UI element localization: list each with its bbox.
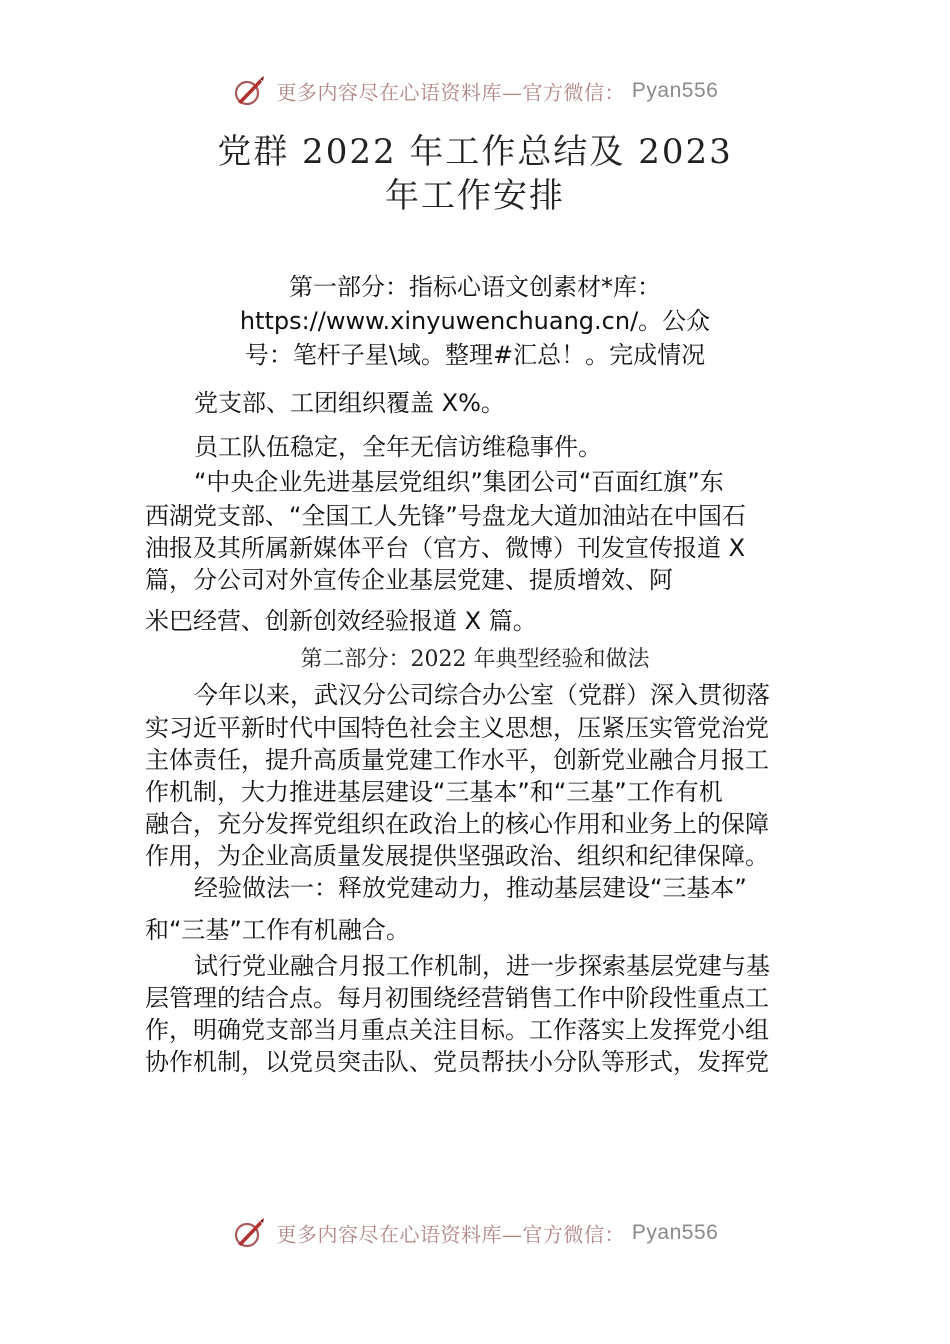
document-title-line-2: 年工作安排 xyxy=(385,176,565,216)
paragraph-line: 实习近平新时代中国特色社会主义思想，压紧压实管党治党 xyxy=(145,714,769,742)
paragraph-line: 层管理的结合点。每月初围绕经营销售工作中阶段性重点工 xyxy=(145,984,769,1012)
paragraph-line: 经验做法一：释放党建动力，推动基层建设“三基本” xyxy=(194,874,747,902)
section2-heading: 第二部分：2022 年典型经验和做法 xyxy=(300,647,650,672)
paragraph-line: 米巴经营、创新创效经验报道 X 篇。 xyxy=(145,607,537,635)
paragraph-line: 试行党业融合月报工作机制，进一步探索基层党建与基 xyxy=(194,952,770,980)
paragraph-line: 主体责任，提升高质量党建工作水平，创新党业融合月报工 xyxy=(145,746,769,774)
paragraph-line: 今年以来，武汉分公司综合办公室（党群）深入贯彻落 xyxy=(194,681,770,709)
paragraph-line: 油报及其所属新媒体平台（官方、微博）刊发宣传报道 X xyxy=(145,534,746,562)
quill-logo-icon xyxy=(232,74,266,108)
footer-watermark-banner xyxy=(0,1216,950,1250)
banner-wechat-id: Pyan556 xyxy=(631,79,719,102)
paragraph-line: 作，明确党支部当月重点关注目标。工作落实上发挥党小组 xyxy=(145,1016,769,1044)
quill-logo-icon xyxy=(232,1216,266,1250)
paragraph-line: 协作机制，以党员突击队、党员帮扶小分队等形式，发挥党 xyxy=(145,1048,769,1076)
paragraph-line: 党支部、工团组织覆盖 X%。 xyxy=(194,389,505,417)
paragraph-line: 员工队伍稳定，全年无信访维稳事件。 xyxy=(194,433,602,461)
paragraph-line: “中央企业先进基层党组织”集团公司“百面红旗”东 xyxy=(194,468,724,496)
paragraph-line: 作机制，大力推进基层建设“三基本”和“三基”工作有机 xyxy=(145,778,723,806)
section1-heading-line-1: 第一部分：指标心语文创素材*库： xyxy=(289,273,661,301)
paragraph-line: 西湖党支部、“全国工人先锋”号盘龙大道加油站在中国石 xyxy=(145,502,746,530)
paragraph-line: 融合，充分发挥党组织在政治上的核心作用和业务上的保障 xyxy=(145,810,769,838)
header-watermark-banner xyxy=(0,74,950,108)
banner-wechat-id: Pyan556 xyxy=(631,1221,719,1244)
banner-text: 更多内容尽在心语资料库—官方微信： xyxy=(276,80,626,105)
paragraph-line: 作用，为企业高质量发展提供坚强政治、组织和纪律保障。 xyxy=(145,842,769,870)
document-title-line-1: 党群 2022 年工作总结及 2023 xyxy=(217,132,733,172)
banner-text: 更多内容尽在心语资料库—官方微信： xyxy=(276,1222,626,1247)
paragraph-line: 篇，分公司对外宣传企业基层党建、提质增效、阿 xyxy=(145,566,673,594)
section1-heading-line-3: 号：笔杆子星\域。整理#汇总！。完成情况 xyxy=(244,341,706,369)
section1-heading-line-2: https://www.xinyuwenchuang.cn/。公众 xyxy=(239,307,711,335)
paragraph-line: 和“三基”工作有机融合。 xyxy=(145,916,410,944)
